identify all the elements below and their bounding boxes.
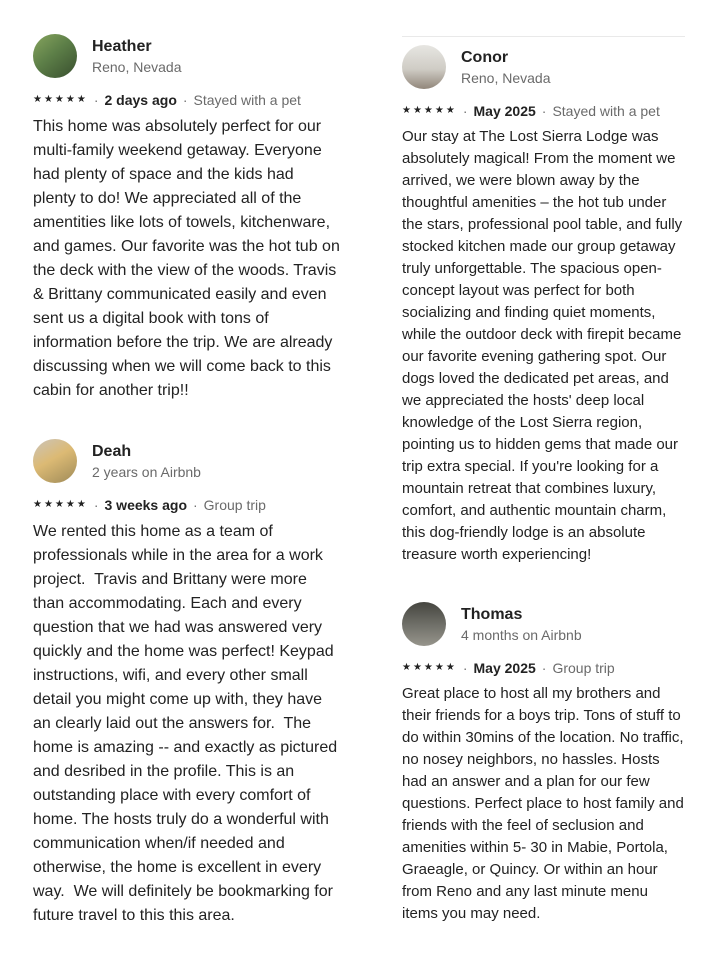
review-date: May 2025 [473, 103, 536, 119]
review-divider [402, 36, 685, 37]
reviewer-subtitle: 4 months on Airbnb [461, 626, 582, 643]
review-header [402, 45, 685, 89]
review-text: This home was absolutely perfect for our multi-family weekend getaway. Everyone had plenty of space and the kids had plenty to do! We appreciated all of the amentities like lots of towels, kitchenware, and games. Our favorite was the hot tub on the deck with the view of the woods. Travis & Brittany communicated easily and even sent us a digital book with tons of information before the trip. We are already discussing when we will come back to this cabin for another trip!! [33, 118, 345, 399]
review-meta [33, 496, 340, 514]
review-text: Great place to host all my brothers and their friends for a boys trip. Tons of stuff to do within 30mins of the location. No traffic, no nosey neighbors, no hassles. Hosts had an answer and a plan for our few questions. Perfect place to host family and friends with the feel of seclusion and amenities within 5- 30 in Mabie, Portola, Graeagle, or Quincy. Or within an hour from Reno and any last minute menu items you may need. [402, 685, 688, 922]
separator-dot: · [93, 497, 99, 513]
separator-dot: · [182, 92, 188, 108]
star-rating-icons: ★★★★★ [402, 662, 457, 673]
review-meta [402, 659, 685, 677]
star-rating-icons: ★★★★★ [33, 94, 88, 105]
separator-dot: · [462, 103, 468, 119]
review-date: 2 days ago [104, 92, 177, 108]
reviewer-identity [461, 605, 582, 644]
separator-dot: · [541, 660, 547, 676]
reviewer-subtitle: Reno, Nevada [92, 58, 182, 75]
review-context: Stayed with a pet [552, 103, 660, 119]
review-header [402, 602, 685, 646]
reviewer-avatar[interactable] [33, 34, 77, 78]
reviewer-subtitle: 2 years on Airbnb [92, 463, 201, 480]
reviewer-avatar[interactable] [33, 439, 77, 483]
review-context: Stayed with a pet [193, 92, 301, 108]
reviewer-name[interactable]: Conor [461, 48, 509, 66]
reviews-column-left [33, 34, 345, 928]
review-meta [33, 91, 340, 109]
star-rating-icons: ★★★★★ [402, 105, 457, 116]
review-card-conor [402, 45, 685, 566]
separator-dot: · [193, 497, 198, 513]
review-card-deah [33, 439, 340, 928]
reviewer-identity [461, 48, 551, 87]
reviewer-subtitle: Reno, Nevada [461, 69, 551, 86]
reviews-column-right [402, 34, 688, 925]
reviewer-identity [92, 37, 182, 76]
review-date: 3 weeks ago [104, 497, 187, 513]
reviewer-avatar[interactable] [402, 602, 446, 646]
reviewer-name[interactable]: Heather [92, 37, 152, 55]
review-header [33, 34, 340, 78]
separator-dot: · [93, 92, 99, 108]
star-rating-icons: ★★★★★ [33, 499, 88, 510]
reviewer-avatar[interactable] [402, 45, 446, 89]
reviewer-name[interactable]: Deah [92, 442, 132, 460]
reviewer-name[interactable]: Thomas [461, 605, 523, 623]
reviewer-identity [92, 442, 201, 481]
review-text: We rented this home as a team of professionals while in the area for a work project. Travis and Brittany were more than accommodating. Each and every question that we had was answered very quickly and the home was perfect! Keypad instructions, wifi, and every other small detail you might come up with, they have an clearly laid out the answers for. The home is amazing -- and exactly as pictured and desribed in the profile. This is an outstanding place with every comfort of home. The hosts truly do a wonderful with communication when/if needed and otherwise, the home is excellent in every way. We will definitely be bookmarking for future travel to this this area. [33, 523, 342, 924]
review-meta [402, 102, 685, 120]
review-context: Group trip [552, 660, 615, 676]
review-header [33, 439, 340, 483]
review-date: May 2025 [473, 660, 536, 676]
separator-dot: · [462, 660, 468, 676]
review-text: Our stay at The Lost Sierra Lodge was absolutely magical! From the moment we arrived, we were blown away by the thoughtful amenities – the hot tub under the stars, professional pool table, and fully stocked kitchen made our group getaway truly unforgettable. The spacious open-concept layout was perfect for both socializing and finding quiet moments, while the outdoor deck with firepit became our favorite evening gathering spot. Our dogs loved the dedicated pet areas, and we appreciated the hosts' deep local knowledge of the Lost Sierra region, pointing us to hidden gems that made our trip extra special. If you're looking for a mountain retreat that combines luxury, comfort, and authentic mountain charm, this dog-friendly lodge is an absolute treasure worth experiencing! [402, 128, 687, 563]
separator-dot: · [541, 103, 547, 119]
review-card-thomas [402, 602, 688, 925]
review-context: Group trip [203, 497, 266, 513]
review-card-heather [33, 34, 345, 403]
